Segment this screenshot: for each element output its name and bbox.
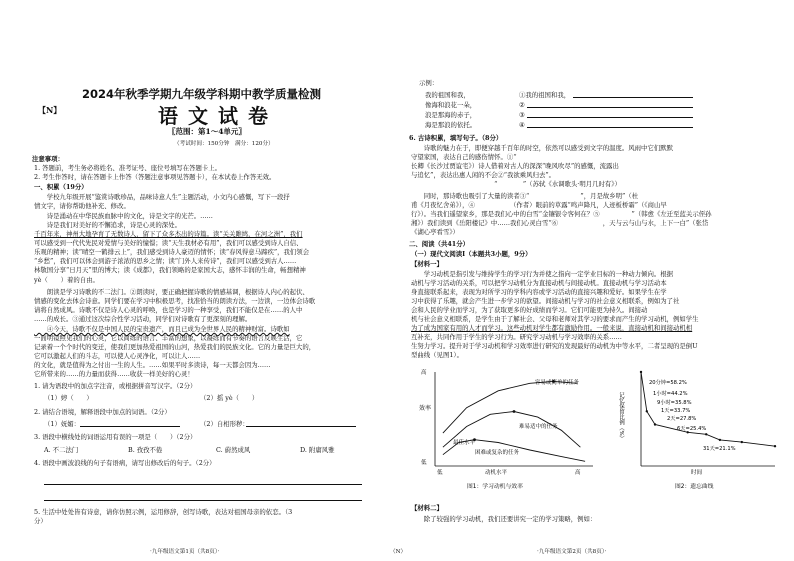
fig1-x-label: 动机水平 xyxy=(485,470,508,476)
note-2: 2. 考生作答时，请在答题卡上作答（答题注意事项见答题卡），在本试卷上作答无效。 xyxy=(34,173,276,181)
intro-line: 情文字，请你帮助他补充、修改。 xyxy=(34,202,130,210)
fig2-y-label: 记忆保留比例（%） xyxy=(618,392,624,442)
option-d[interactable]: D. 附庸风雅 xyxy=(300,446,335,454)
answer-blank[interactable] xyxy=(573,91,693,98)
right-page xyxy=(397,0,794,561)
q6-line: 湘》）我们读到《岳阳楼记》中……我们心灵白雪“⑥ ，天与云与山与水，上下一白”（张岱 xyxy=(411,219,709,227)
exam-time: （考试时间：150分钟 满分：120分） xyxy=(174,141,274,147)
m1-line: 机与社会意义相联系，是学生由于了解社会、父母和老师对其学习的要求而产生的学习动机，例如学生 xyxy=(411,315,699,323)
fig1-annotation: 最佳水平 xyxy=(453,440,476,446)
example-line: 我的祖国和我， xyxy=(425,91,470,99)
m1-line: 身直接联系起来，表现为对所学习的学科内容或学习活动的直接兴趣和爱好。如果学生在学 xyxy=(411,288,667,296)
fig1-caption: 图1：学习动机与效率 xyxy=(467,484,523,490)
answer-blank[interactable] xyxy=(246,420,356,427)
notes-heading: 注意事项： xyxy=(32,155,64,163)
fig1-y-tick-high: 高 xyxy=(421,370,427,376)
m1-line: 动机与学习活动的关系，可以把学习动机分为直接动机与间接动机。直接动机与学习活动本 xyxy=(411,279,667,287)
option-c[interactable]: C. 蔚然成风 xyxy=(216,446,251,454)
exam-scope: 〖范围：第1～4单元〗 xyxy=(168,127,246,136)
fig2-point-label: 9小时=35.8% xyxy=(657,400,692,406)
question-2: 2. 请结合语境，解释语段中加点的词语。（2分） xyxy=(34,408,171,416)
fig2-caption: 图2：遗忘曲线 xyxy=(675,484,714,490)
m1-line: 学习动机是指引发与维持学生的学习行为并使之指向一定学业目标的一种动力倾向。根据 xyxy=(411,270,674,278)
para3-line: 它所带来的……的力量而获得……收获一样美好的心灵！ xyxy=(34,370,194,378)
section-1-heading: 一、积累（19分） xyxy=(34,183,88,191)
fig1-y-tick-low: 低 xyxy=(421,460,427,466)
q6-line: 甫《月夜忆舍弟》），④ （作者）眼前的草露“鸣声降凡，人迹板桥霜”（《商山早 xyxy=(411,201,667,209)
material-1-heading: 【材料一】 xyxy=(411,260,443,268)
question-2b: （2）自相形秽： xyxy=(200,420,249,428)
fig2-data-point xyxy=(719,439,721,441)
fig2-point-label: 6天=25.4% xyxy=(677,426,707,432)
intro-line: 学校九年级开展“鉴赏诗歌珍品，品味诗意人生”主题活动，小文内心感慨，写下一段抒 xyxy=(34,193,290,201)
para3-line: ④今天，诗歌不仅是中国人民的宝贵遗产，而且已成为全世界人民的精神财富。诗歌如 xyxy=(34,325,290,333)
answer-blank[interactable] xyxy=(527,121,693,128)
example-line: 海是那浪的依托。 xyxy=(425,121,477,129)
answer-blank[interactable] xyxy=(80,420,180,427)
para3-line: 它可以激起人们的斗志，可以使人心灵净化，可以让人…… xyxy=(34,352,201,360)
question-1: 1. 请为语段中的加点字注音，或根据拼音写汉字。（2分） xyxy=(34,382,197,390)
center-mark: （N） xyxy=(390,549,407,555)
figure-2-forgetting-curve xyxy=(619,362,784,492)
passage-line: “乡愁”，我们可以体会到游子浓浓的思乡之情；读“门外人来传诗”，我们可以感受到古人…… xyxy=(34,257,297,265)
answer-line-label: ①我的祖国和我， xyxy=(519,91,571,99)
fig1-series-label: 困难或复杂的任务 xyxy=(475,450,520,456)
material-2-heading: 【材料二】 xyxy=(411,504,443,512)
m2-line: 除了较强的学习动机，我们还要讲究一定的学习策略，例如： xyxy=(411,515,597,523)
figure-1-motivation-chart xyxy=(415,362,605,492)
q6-line: 行》）。当我们遥望家乡，那是我们心中的白雪“金镶银令客何在？⑤ ”（韩愈《左迁至蓝关示侄孙 xyxy=(411,210,712,218)
m1-line: 会和人民的学业而学习，为了获取更多的好成绩而学习。它们可能更为持久。间接动 xyxy=(411,306,648,314)
note-1: 1. 答题前，考生务必将姓名、准考证号、座位号填写在答题卡上。 xyxy=(34,164,222,172)
example-line: 浪是那海的赤子， xyxy=(425,111,477,119)
answer-blank[interactable] xyxy=(527,111,693,118)
fig2-point-label: 31天=21.1% xyxy=(703,446,736,452)
fig1-x-tick-high: 高 xyxy=(575,470,581,476)
fig1-series-label: 容易或简单的任务 xyxy=(535,380,580,386)
m1-line: 互补充，共同作用于学生的学习行为。研究学习动机与学习效率的关系…… xyxy=(411,333,622,341)
fig2-data-point xyxy=(774,445,776,447)
paper-title: 语文试卷 xyxy=(158,104,278,128)
para3-line: 一面明镜照见我们的心灵，它以简练的语言、丰富的想象，以凝练而有节奏的语言反映生活，它 xyxy=(34,334,303,342)
q6-line: 与追忆”，表达出惠人闲的不会②“我欲乘风归去”。 xyxy=(411,171,556,179)
q6-line: 同时，那诗歌也吸引了大量的读者③“ ”，月是故乡明”（杜 xyxy=(411,192,639,200)
m1-line: 习中获得了乐趣，就会产生进一步学习的欲望。间接动机与学习的社会意义相联系，例如为了社 xyxy=(411,297,680,305)
answer-line-label: ④ xyxy=(519,121,525,129)
example-label: 示例： xyxy=(419,79,439,87)
fig2-point-label: 20分钟=58.2% xyxy=(649,380,687,386)
fig1-series-label: 难易适中的任务 xyxy=(519,424,558,430)
fig2-x-label: 时间 xyxy=(691,470,703,476)
fig2-point-label: 1天=33.7% xyxy=(661,408,691,414)
question-5: 分） xyxy=(34,517,47,525)
para3-line: 记录着一个个时代的变迁，使我们更加热爱祖国的山河，热爱我们的民族文化。它的力量是巨大的， xyxy=(34,343,316,351)
question-4: 4. 语段中画波浪线的句子有语病，请写出修改后的句子。（2分） xyxy=(34,459,216,467)
option-a[interactable]: A. 不二法门 xyxy=(44,446,79,454)
question-1a: （1）婷（ ） xyxy=(44,394,93,402)
section-2-heading: 二、阅读（共41分） xyxy=(409,240,470,248)
answer-line[interactable] xyxy=(44,494,362,501)
passage-line: 诗是我们对美好的不懈追求，诗是心灵的深处。 xyxy=(34,221,181,229)
answer-line[interactable] xyxy=(44,478,362,485)
example-line: 像海和浪花一朵， xyxy=(425,101,477,109)
passage-line: 千百年来，神州大地孕育了无数诗人，留下了众多杰出的诗篇。读“关关雎鸠，在河之洲”，我们 xyxy=(34,230,303,238)
subsection-heading: （一）现代文阅读Ⅰ（本题共3小题，9分） xyxy=(411,250,532,258)
fig2-data-point xyxy=(646,410,648,412)
question-2a: （1）妩媚： xyxy=(44,420,81,428)
para2-line: 请将自然成风。诗歌不仅是诗人心灵的呼唤，也是学习的一种享受，我们不能仅是在……的人中 xyxy=(34,306,303,314)
para2-line: 朗读是学习诗歌的不二法门。②朗读时，要正确把握诗歌的情感基调，根据诗人内心的起伏、 xyxy=(34,288,309,296)
question-3: 3. 语段中横线处的词语运用有误的一项是（ ）（2分） xyxy=(34,433,197,441)
passage-line: 林敬国分享“日月天”里的博大；读《成都》，我们领略的是家国大志，感怀丰润的生命，畅想精神 xyxy=(34,266,306,274)
answer-blank[interactable] xyxy=(527,101,693,108)
exam-header-title: 2024年秋季学期九年级学科期中教学质量检测 xyxy=(82,87,322,101)
fig2-point-label: 2天=27.8% xyxy=(667,416,697,422)
option-b[interactable]: B. 孜孜不倦 xyxy=(128,446,163,454)
passage-line: 可以感受到一代代先民对爱情与美好的憧憬；读“天生我材必有用”，我们可以感受到诗人自信、 xyxy=(34,239,303,247)
intro-tail: 诗是涌动在中华民族血脉中的文化，诗是文字的光芒。…… xyxy=(34,212,213,220)
paper-tag: 【N】 xyxy=(38,105,62,115)
q6-line: 长卿《长沙过贾谊宅》）诗人借着对古人的深深“晚风吹尽”的感慨，流露出 xyxy=(411,162,619,170)
question-1b: （2）摇 yè（ ） xyxy=(200,394,259,402)
fig1-x-tick-low: 低 xyxy=(437,470,443,476)
q6-line: 守望家国，表达自己的感伤情怀。①“ xyxy=(411,153,517,161)
fig2-data-point xyxy=(654,423,656,425)
para2-line: ……的成长。③通过这次综合性学习活动，同学们对诗歌有了更深刻的理解。 xyxy=(34,315,252,323)
question-5: 5. 生活中处处皆有诗意，请你仿照示例，运用修辞，创写诗歌，表达对祖国母亲的依恋。（3 xyxy=(34,508,293,516)
fig1-peak-point xyxy=(513,410,516,413)
question-6: 6. 古诗积累，填写句子。（8分） xyxy=(409,134,503,142)
answer-line-label: ② xyxy=(519,101,525,109)
passage-line: 乐观的精神；读“晴空一鹤排云上”，我们感受到诗人豪迈的情怀；读“春风得意马蹄疾”，我们领会 xyxy=(34,248,310,256)
passage-pinyin: yè（ ）着的自由。 xyxy=(34,276,99,284)
page-footer: ·九年级语文第1页（共8页）· xyxy=(150,549,220,555)
m1-line: 型曲线（见图1）。 xyxy=(411,351,463,359)
q6-line: 《湖心亭看雪》） xyxy=(411,228,459,236)
fig2-data-point xyxy=(705,433,707,435)
q6-line: 诗歌的魅力在于，即便穿越千百年的时空，依然可以感受到文字的温度。风雨中它们默默 xyxy=(411,144,674,152)
m1-line: 生努力学习。提升对于学习动机和学习效率进行研究的发现最好的动机为中等水平，二者呈现的是倒U xyxy=(411,342,698,350)
fig2-data-point xyxy=(741,441,743,443)
para3-line: 的文化，就是值得为之付出一生的人生。……如果平时多读诗，每一天都会因为…… xyxy=(34,361,271,369)
fig1-y-label: 效率 xyxy=(419,405,432,412)
fig2-point-label: 1小时=44.2% xyxy=(653,391,688,397)
para2-line: 情感的变化去体会诗意。同学们要在学习中积极思考，找准恰当的朗读方法，一边读，一边体会诗歌 xyxy=(34,297,316,305)
page-footer: ·九年级语文第2页（共8页）· xyxy=(537,549,607,555)
m1-line: 为了成为国家有用的人才而学习。这些动机对学生都有激励作用。一般来说，直接动机和间接动机相 xyxy=(411,324,693,332)
q6-line: “ ”（苏轼《水调歌头·明月几时有》） xyxy=(411,180,621,188)
answer-line-label: ③ xyxy=(519,111,525,119)
fig2-data-point xyxy=(640,371,642,373)
